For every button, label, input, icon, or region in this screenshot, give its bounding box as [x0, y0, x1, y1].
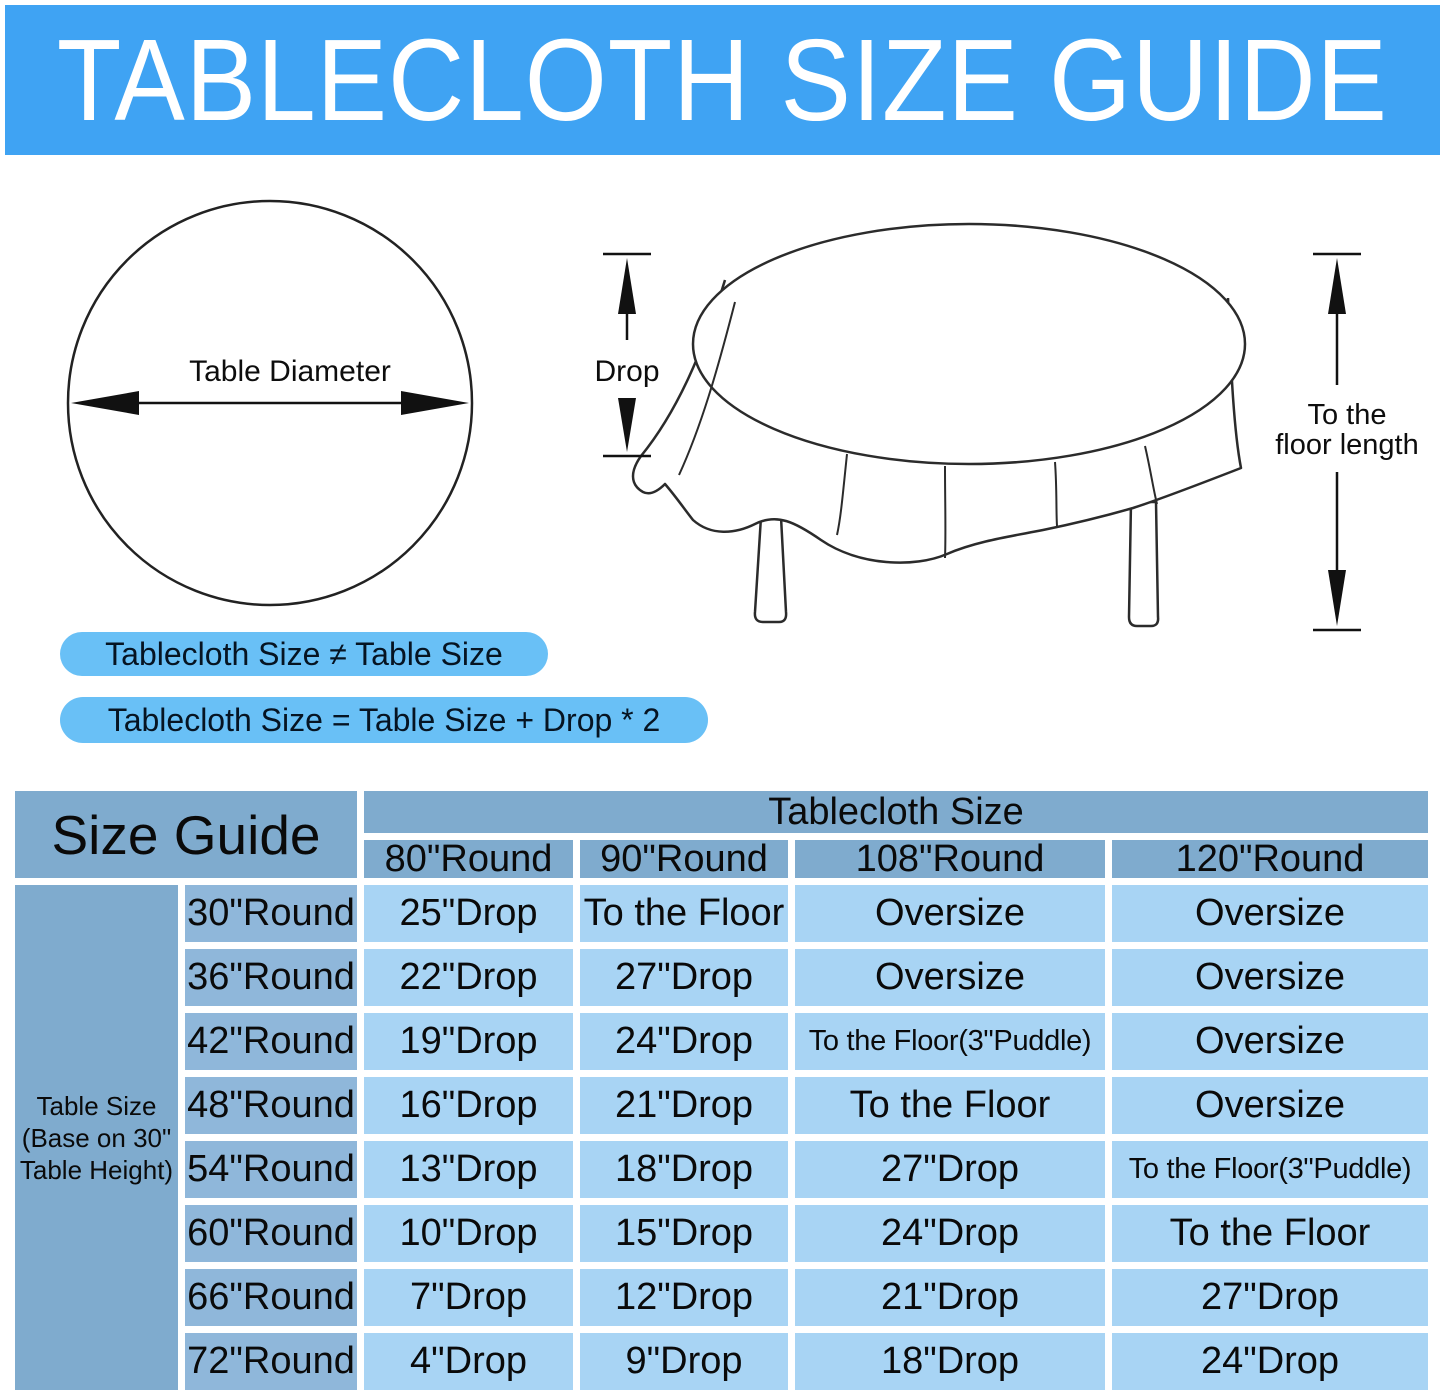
table-cell: 18"Drop [580, 1141, 788, 1198]
table-cell: 16"Drop [364, 1077, 573, 1134]
table-cell: To the Floor [580, 885, 788, 942]
table-cell: 19"Drop [364, 1013, 573, 1070]
row-label-66-round: 66"Round [185, 1269, 357, 1326]
table-diameter-label: Table Diameter [189, 355, 391, 388]
column-header-80-round: 80"Round [364, 840, 573, 878]
row-group-label-line1: Table Size [36, 1090, 157, 1121]
table-cell: Oversize [1112, 949, 1428, 1006]
row-label-54-round: 54"Round [185, 1141, 357, 1198]
table-cell: Oversize [1112, 1077, 1428, 1134]
floor-length-label-line2: floor length [1275, 429, 1419, 461]
row-label-72-round: 72"Round [185, 1333, 357, 1390]
table-cell: Oversize [795, 949, 1105, 1006]
round-table-top-drawing [55, 195, 485, 617]
note1-text: Tablecloth Size ≠ Table Size [105, 635, 503, 672]
diameter-arrow [71, 391, 469, 415]
tablecloth-size-group-header: Tablecloth Size [364, 791, 1428, 833]
table-cell: 7"Drop [364, 1269, 573, 1326]
size-guide-table [15, 791, 1428, 1390]
table-cell: 27"Drop [1112, 1269, 1428, 1326]
table-size-row-group-label [15, 885, 178, 1390]
row-label-42-round: 42"Round [185, 1013, 357, 1070]
row-label-60-round: 60"Round [185, 1205, 357, 1262]
row-group-label-line2: (Base on 30" [21, 1122, 172, 1153]
table-cell: 24"Drop [580, 1013, 788, 1070]
row-label-48-round: 48"Round [185, 1077, 357, 1134]
table-cell: Oversize [1112, 1013, 1428, 1070]
column-header-90-round: 90"Round [580, 840, 788, 878]
table-cell: 9"Drop [580, 1333, 788, 1390]
table-cell: 24"Drop [795, 1205, 1105, 1262]
table-cell: 21"Drop [580, 1077, 788, 1134]
row-label-30-round: 30"Round [185, 885, 357, 942]
table-cell: 12"Drop [580, 1269, 788, 1326]
table-cell: 27"Drop [795, 1141, 1105, 1198]
floor-length-label-line1: To the [1307, 399, 1387, 431]
column-header-108-round: 108"Round [795, 840, 1105, 878]
note-tablecloth-size-formula [60, 697, 708, 743]
title-banner [5, 5, 1440, 155]
table-cell: To the Floor [1112, 1205, 1428, 1262]
floor-length-label [1237, 400, 1445, 460]
table-cell: 21"Drop [795, 1269, 1105, 1326]
table-cell: Oversize [1112, 885, 1428, 942]
note-tablecloth-not-equal-table [60, 632, 548, 676]
table-cell: 22"Drop [364, 949, 573, 1006]
table-cell: 24"Drop [1112, 1333, 1428, 1390]
table-cell: 25"Drop [364, 885, 573, 942]
table-cell: To the Floor [795, 1077, 1105, 1134]
table-top-ellipse [693, 224, 1245, 464]
column-header-120-round: 120"Round [1112, 840, 1428, 878]
table-cell: To the Floor(3"Puddle) [1112, 1141, 1428, 1198]
table-cell: 18"Drop [795, 1333, 1105, 1390]
row-label-36-round: 36"Round [185, 949, 357, 1006]
drop-label: Drop [594, 355, 660, 388]
page-title: TABLECLOTH SIZE GUIDE [56, 15, 1389, 145]
table-corner-header: Size Guide [15, 791, 357, 878]
table-cell: 4"Drop [364, 1333, 573, 1390]
table-cell: 15"Drop [580, 1205, 788, 1262]
table-cell: Oversize [795, 885, 1105, 942]
note2-text: Tablecloth Size = Table Size + Drop * 2 [107, 701, 661, 738]
table-cell: 10"Drop [364, 1205, 573, 1262]
table-cell: To the Floor(3"Puddle) [795, 1013, 1105, 1070]
row-group-label-line3: Table Height) [19, 1154, 174, 1185]
table-cell: 27"Drop [580, 949, 788, 1006]
table-cell: 13"Drop [364, 1141, 573, 1198]
round-table-diagram [55, 195, 485, 617]
